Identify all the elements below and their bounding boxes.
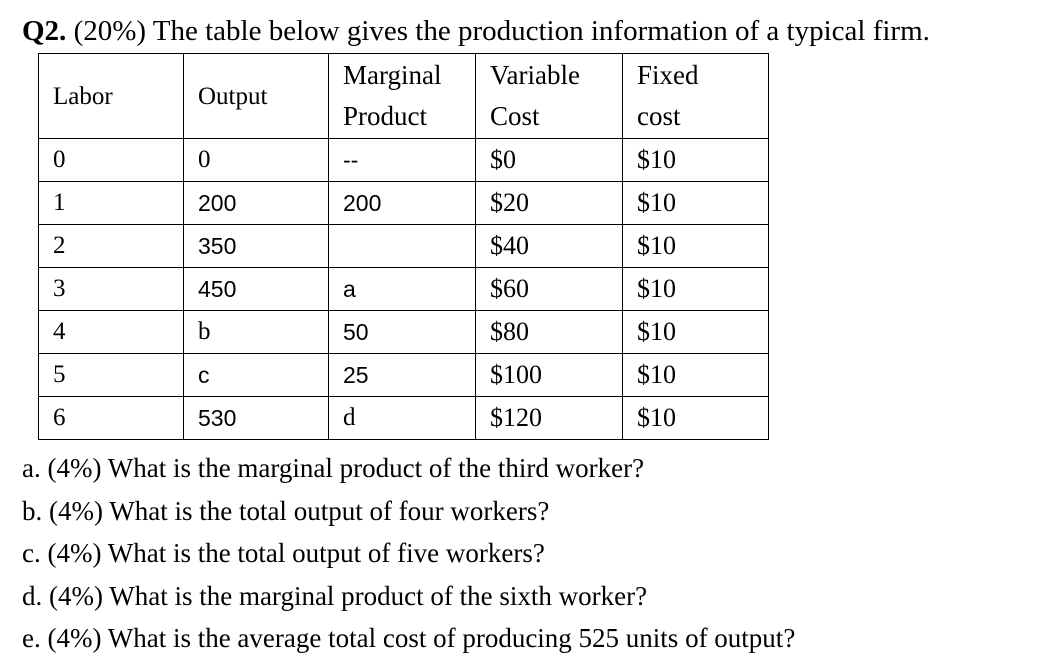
cell-output: 0: [184, 139, 329, 182]
header-marginal-product-line1: Marginal: [343, 60, 442, 90]
cell-output: 350: [184, 225, 329, 268]
cell-output: b: [184, 311, 329, 354]
sub-question-d: d. (4%) What is the marginal product of the sixth worker?: [22, 580, 648, 611]
header-fixed-cost: [623, 54, 769, 139]
cell-output: c: [184, 354, 329, 397]
cell-variable-cost: $80: [476, 311, 623, 354]
table-row: [39, 225, 769, 268]
header-labor: [39, 54, 184, 139]
cell-marginal-product: a: [329, 268, 476, 311]
cell-marginal-product: d: [329, 397, 476, 440]
cell-variable-cost: $60: [476, 268, 623, 311]
cell-variable-cost: $0: [476, 139, 623, 182]
header-marginal-product-line2: Product: [343, 101, 427, 131]
cell-labor: 5: [39, 354, 184, 397]
header-output-label: Output: [198, 82, 268, 110]
question-number: Q2.: [22, 15, 67, 47]
cell-labor: 4: [39, 311, 184, 354]
table-row: [39, 311, 769, 354]
sub-question-a: a. (4%) What is the marginal product of the third worker?: [22, 453, 645, 483]
cell-variable-cost: $40: [476, 225, 623, 268]
cell-fixed-cost: $10: [623, 139, 769, 182]
cell-output: 200: [184, 182, 329, 225]
cell-marginal-product: [329, 225, 476, 268]
cell-output: 530: [184, 397, 329, 440]
cell-variable-cost: $20: [476, 182, 623, 225]
table-header-row: [39, 54, 769, 139]
cell-fixed-cost: $10: [623, 397, 769, 440]
question-title: [22, 14, 930, 48]
cell-fixed-cost: $10: [623, 354, 769, 397]
cell-labor: 0: [39, 139, 184, 182]
cell-marginal-product: 200: [329, 182, 476, 225]
sub-question-list: [22, 447, 795, 660]
table-row: [39, 397, 769, 440]
header-variable-cost: [476, 54, 623, 139]
cell-variable-cost: $100: [476, 354, 623, 397]
sub-question-e: e. (4%) What is the average total cost of producing 525 units of output?: [22, 623, 796, 653]
cell-fixed-cost: $10: [623, 268, 769, 311]
header-variable-cost-line1: Variable: [490, 60, 580, 90]
cell-variable-cost: $120: [476, 397, 623, 440]
header-variable-cost-line2: Cost: [490, 101, 540, 131]
header-output: [184, 54, 329, 139]
table-row: [39, 268, 769, 311]
cell-labor: 6: [39, 397, 184, 440]
header-fixed-cost-line2: cost: [637, 101, 681, 131]
header-labor-label: Labor: [53, 82, 113, 110]
table-row: [39, 182, 769, 225]
question-text: (20%) The table below gives the production information of a typical firm.: [66, 15, 930, 47]
header-fixed-cost-line1: Fixed: [637, 60, 699, 90]
table-row: [39, 139, 769, 182]
cell-fixed-cost: $10: [623, 225, 769, 268]
cell-fixed-cost: $10: [623, 311, 769, 354]
sub-question-c: c. (4%) What is the total output of five workers?: [22, 538, 545, 568]
cell-labor: 2: [39, 225, 184, 268]
cell-marginal-product: --: [329, 139, 476, 182]
cell-marginal-product: 25: [329, 354, 476, 397]
header-marginal-product: [329, 54, 476, 139]
cell-output: 450: [184, 268, 329, 311]
table-row: [39, 354, 769, 397]
cell-labor: 3: [39, 268, 184, 311]
cell-marginal-product: 50: [329, 311, 476, 354]
cell-labor: 1: [39, 182, 184, 225]
production-table: [38, 53, 769, 440]
sub-question-b: b. (4%) What is the total output of four workers?: [22, 495, 550, 526]
cell-fixed-cost: $10: [623, 182, 769, 225]
